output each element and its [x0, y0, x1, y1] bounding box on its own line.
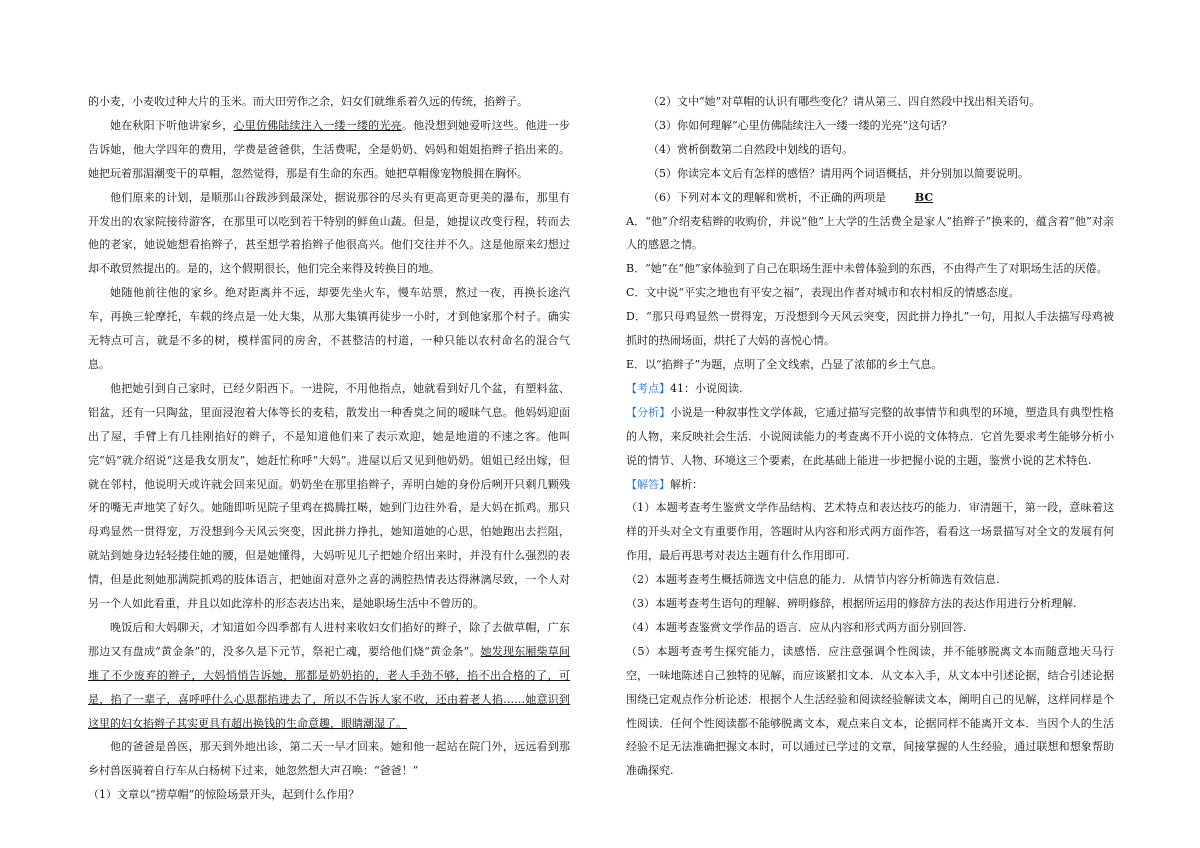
answer-blank: BC	[914, 190, 934, 204]
option-d: D．“那只母鸡显然一贯得宠，万没想到今天风云突变，因此拼力挣扎”一句，用拟人手法描写母鸡被抓时的热闹场面，烘托了大妈的喜悦心情。	[626, 310, 1114, 348]
answer-2: （2）本题考查考生概括筛选文中信息的能力．从情节内容分析筛选有效信息.	[626, 573, 1000, 587]
kaodian-tag: 【考点】	[626, 381, 670, 395]
question-2: （2）文中“她”对草帽的认识有哪些变化？请从第三、四自然段中找出相关语句。	[648, 95, 1041, 108]
story-paragraph-7: 他的爸爸是兽医，那天到外地出诊，第二天一早才回来。她和他一起站在院门外，远远看到那乡村兽医骑着自行车从白杨树下过来，她忽然想大声召唤：“爸爸！”	[88, 740, 570, 778]
answer-3: （3）本题考查考生语句的理解、辨明修辞，根据所运用的修辞方法的表达作用进行分析理解.	[626, 597, 1077, 611]
question-6-text: （6）下列对本文的理解和赏析，不正确的两项是	[648, 190, 886, 204]
jieda-text: 解析：	[670, 477, 703, 491]
fenxi-text: 小说是一种叙事性文学体裁，它通过描写完整的故事情节和典型的环境，塑造具有典型性格的人物，来反映社会生活．小说阅读能力的考查离不开小说的文体特点．它首先要求考生能够分析小说的情节、人物、环境这三个要素，在此基础上能进一步把握小说的主题，鉴赏小说的艺术特色.	[626, 405, 1114, 467]
underlined-sentence: 心里仿佛陆续注入一缕一缕的光亮	[233, 118, 402, 132]
option-a: A．“他”介绍麦秸辫的收购价，并说“他”上大学的生活费全是家人“掐辫子”换来的，蕴含着“他”对亲人的感恩之情。	[626, 214, 1114, 252]
story-paragraph-5: 他把她引到自己家时，已经夕阳西下。一进院，不用他指点，她就看到好几个盆，有塑料盆、铝盆，还有一只陶盆，里面浸泡着大体等长的麦秸，散发出一种香臭之间的暧昧气息。他妈妈迎面出了屋，手臂上有几挂刚掐好的辫子，不是知道他们来了表示欢迎，她是地道的不速之客。他叫完“妈”就介绍说“这是我女朋友”，她赶忙称呼“大妈”。进屋以后又见到他奶奶。姐姐已经出嫁，但就在邻村，他说明天或许就会回来见面。奶奶坐在那里掐辫子，弄明白她的身份后咧开只剩几颗残牙的嘴无声地笑了好久。她随即听见院子里鸡在捣腾扛啭，她到门边往外看，是大妈在抓鸡。那只母鸡显然一贯得宠，万没想到今天风云突变，因此拼力挣扎，她知道她的心思，怕她跑出去拦阻，就站到她身边轻轻搂住她的腰，但是她懂得，大妈听见儿子把她介绍出来时，并没有什么强烈的表情，但是此刻她那满院抓鸡的肢体语言，把她面对意外之喜的满腔热情表达得淋漓尽致，一个人对另一个人如此看重，并且以如此淳朴的形态表达出来，是她职场生活中不曾历的。	[88, 381, 570, 611]
story-paragraph-4: 她随他前往他的家乡。绝对距离并不远，却要先坐火车，慢车站票，熬过一夜，再换长途汽车，再换三轮摩托，车载的终点是一处大集，从那大集镇再徒步一小时，才到他家那个村子。确实无特点可言，就是不多的树，模样雷同的房舍，不甚整洁的村道，一种只能以农村命名的混合气息。	[88, 286, 570, 371]
question-5: （5）你读完本文后有怎样的感悟？请用两个词语概括，并分别加以简要说明。	[648, 166, 1029, 180]
question-6	[626, 186, 1114, 210]
story-paragraph-6	[88, 616, 570, 736]
right-column	[626, 90, 1114, 783]
answer-1: （1）本题考查考生鉴赏文学作品结构、艺术特点和表达技巧的能力．审清题干，第一段，意味着这样的开头对全文有重要作用，答题时从内容和形式两方面作答，看看这一场景描写对全文的发展有何作用，最后再思考对表达主题有什么作用即可.	[626, 501, 1114, 563]
underlined-passage: 她发现东厢柴草间堆了不少废弃的辫子，大妈悄悄告诉她，那都是奶奶掐的，老人手劲不够，掐不出合格的了，可是，掐了一辈子，喜呼呼什么心思都掐进去了，所以不告诉人家不收，还由着老人掐……她意识到这里的妇女掐辫子其实更具有超出换钱的生命意趣，眼睛潮湿了。	[88, 644, 570, 730]
jieda-section	[626, 473, 1114, 497]
story-paragraph-1: 的小麦，小麦收过种大片的玉米。而大田劳作之余，妇女们就维系着久远的传统，掐辫子。	[88, 95, 528, 108]
answer-5: （5）本题考查考生探究能力，读感悟．应注意强调个性阅读，并不能够脱离文本而随意地天马行空，一味地陈述自己独特的见解，而应该紧扣文本．从文本入手，从文本中引述论据，结合引述论据围绕已定观点作分析论述．根据个人生活经验和阅读经验解读文本，阐明自己的见解，这样同样是个性阅读．任何个性阅读都不能够脱离文本，观点来自文本，论据同样不能离开文本．当因个人的生活经验不足无法准确把握文本时，可以通过已学过的文章，间接掌握的人生经验，通过联想和想象帮助准确探究.	[626, 644, 1114, 778]
answer-4: （4）本题考查鉴赏文学作品的语言．应从内容和形式两方面分别回答.	[626, 620, 967, 634]
paragraph-text: 。他没想到她爱听这些。他进一步告诉她，他大学四年的费用，学费是爸爸供，生活费呢，全是奶奶、妈妈和姐姐掐辫子掐出来的。她把玩着那湄潮变干的草帽，忽然觉得，那是有生命的东西。她把草帽像宠物般拥在胸怀。	[88, 118, 571, 180]
option-e: E．以“掐辫子”为题，点明了全文线索，凸显了浓郁的乡土气息。	[626, 357, 943, 371]
fenxi-section	[626, 401, 1114, 473]
option-b: B．“她”在“他”家体验到了自己在职场生涯中未曾体验到的东西，不由得产生了对职场生活的厌倦。	[626, 262, 1108, 276]
question-4: （4）赏析倒数第二自然段中划线的语句。	[648, 142, 853, 156]
left-column	[88, 90, 570, 807]
story-paragraph-2	[88, 114, 570, 186]
paragraph-text: 晚饭后和大妈聊天，才知道如今四季都有人进村来收妇女们掐好的辫子，除了去做草帽，广东那边又有盘成“黄金条”的，没多久是下元节，祭祀亡魂，要给他们烧“黄金条”。	[88, 620, 570, 658]
jieda-tag: 【解答】	[626, 477, 670, 491]
paragraph-text: 她在秋阳下听他讲家乡，	[110, 118, 234, 132]
question-3: （3）你如何理解“心里仿佛陆续注入一缕一缕的光亮”这句话？	[648, 118, 953, 132]
question-1: （1）文章以“捞草帽”的惊险场景开头，起到什么作用？	[88, 788, 360, 802]
fenxi-tag: 【分析】	[626, 405, 671, 419]
story-paragraph-3: 他们原来的计划，是顺那山谷跋涉到最深处，据说那谷的尽头有更高更奇更美的瀑布，那里有开发出的农家院接待游客，在那里可以吃到若干特别的鲜鱼山蔬。但是，她提议改变行程，转而去他的老家，她说她想看掐辫子，甚至想学着掐辫子他很高兴。他们交往并不久。这是他原来幻想过却不敢贸然提出的。是的，这个假期很长，他们完全来得及转换目的地。	[88, 190, 570, 276]
option-c: C．文中说“平实之地也有平安之福”，表现出作者对城市和农村相反的情感态度。	[626, 286, 1020, 300]
kaodian-text: 41：小说阅读.	[670, 381, 743, 395]
kaodian-section	[626, 377, 1114, 401]
